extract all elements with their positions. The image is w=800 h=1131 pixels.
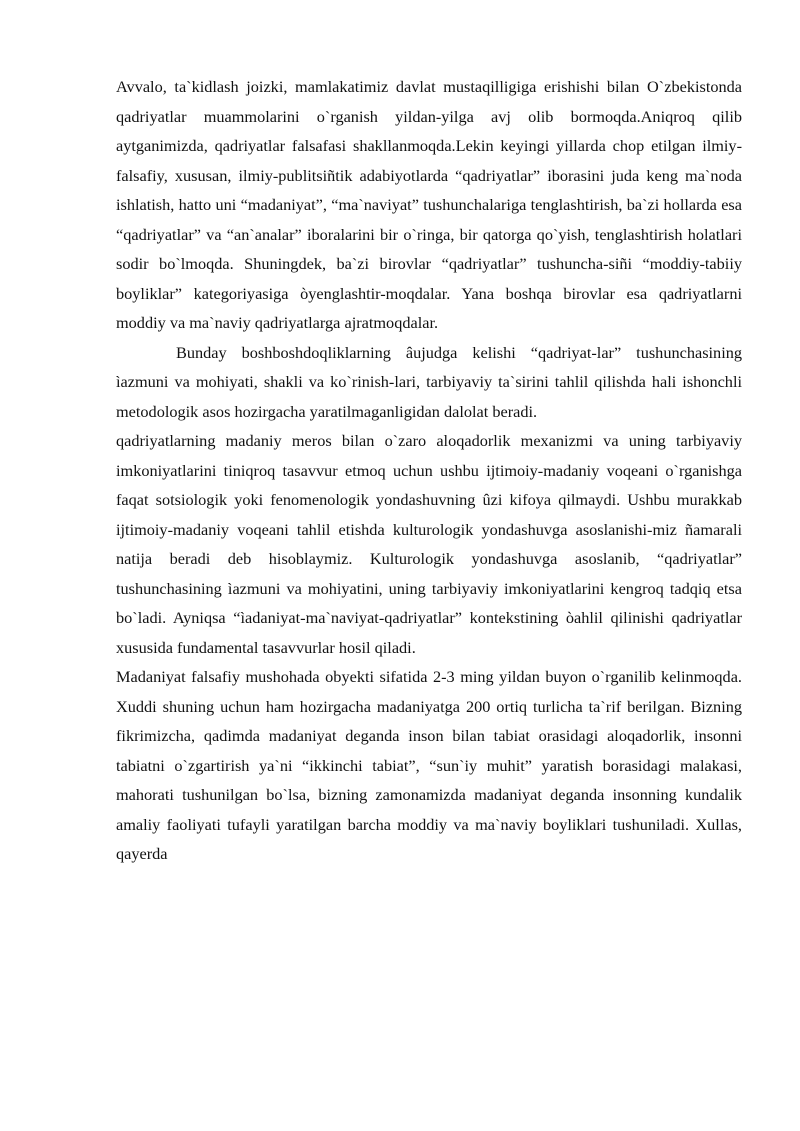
paragraph-4: Madaniyat falsafiy mushohada obyekti sifatida 2-3 ming yildan buyon o`rganilib kelinmoqda. Xuddi shuning uchun ham hozirgacha madaniyatga 200 ortiq turlicha ta`rif berilgan. Bizning fikrimizcha, qadimda madaniyat deganda inson bilan tabiat orasidagi aloqadorlik, insonni tabiatni o`zgartirish ya`ni “ikkinchi tabiat”, “sun`iy muhit” yaratish borasidagi malakasi, mahorati tushunilgan bo`lsa, bizning zamonamizda madaniyat deganda insonning kundalik amaliy faoliyati tufayli yaratilgan barcha moddiy va ma`naviy boyliklari tushuniladi. Xullas, qayerda	[116, 667, 742, 863]
paragraph-1: Avvalo, ta`kidlash joizki, mamlakatimiz davlat mustaqilligiga erishishi bilan O`zbekistonda qadriyatlar muammolarini o`rganish yildan-yilga avj olib bormoqda.Aniqroq qilib aytganimizda, qadriyatlar falsafasi shakllanmoqda.Lekin keyingi yillarda chop etilgan ilmiy-falsafiy, xususan, ilmiy-publitsiñtik adabiyotlarda “qadriyatlar” iborasini juda keng ma`noda ishlatish, hatto uni “madaniyat”, “ma`naviyat” tushunchalariga tenglashtirish, ba`zi hollarda esa “qadriyatlar” va “an`analar” iboralarini bir o`ringa, bir qatorga qo`yish, tenglashtirish holatlari sodir bo`lmoqda. Shuningdek, ba`zi birovlar “qadriyatlar” tushuncha-siñi “moddiy-tabiiy boyliklar” kategoriyasiga òyenglashtir-moqdalar. Yana boshqa birovlar esa qadriyatlarni moddiy va ma`naviy qadriyatlarga ajratmoqdalar.	[116, 77, 742, 332]
paragraph-2: Bunday boshboshdoqliklarning âujudga kelishi “qadriyat-lar” tushunchasining ìazmuni va mohiyati, shakli va ko`rinish-lari, tarbiyaviy ta`sirini tahlil qilishda hali ishonchli metodologik asos hozirgacha yaratilmaganligidan dalolat beradi.	[116, 342, 742, 421]
document-body	[116, 72, 742, 869]
paragraph-3: qadriyatlarning madaniy meros bilan o`zaro aloqadorlik mexanizmi va uning tarbiyaviy imkoniyatlarini tiniqroq tasavvur etmoq uchun ushbu ijtimoiy-madaniy voqeani o`rganishga faqat sotsiologik yoki fenomenologik yondashuvning ûzi kifoya qilmaydi. Ushbu murakkab ijtimoiy-madaniy voqeani tahlil etishda kulturologik yondashuvga asoslanishi-miz ñamarali natija beradi deb hisoblaymiz. Kulturologik yondashuvga asoslanib, “qadriyatlar” tushunchasining ìazmuni va mohiyatini, uning tarbiyaviy imkoniyatlarini kengroq tadqiq etsa bo`ladi. Ayniqsa “ìadaniyat-ma`naviyat-qadriyatlar” kontekstining òahlil qilinishi qadriyatlar xususida fundamental tasavvurlar hosil qiladi.	[116, 431, 742, 657]
